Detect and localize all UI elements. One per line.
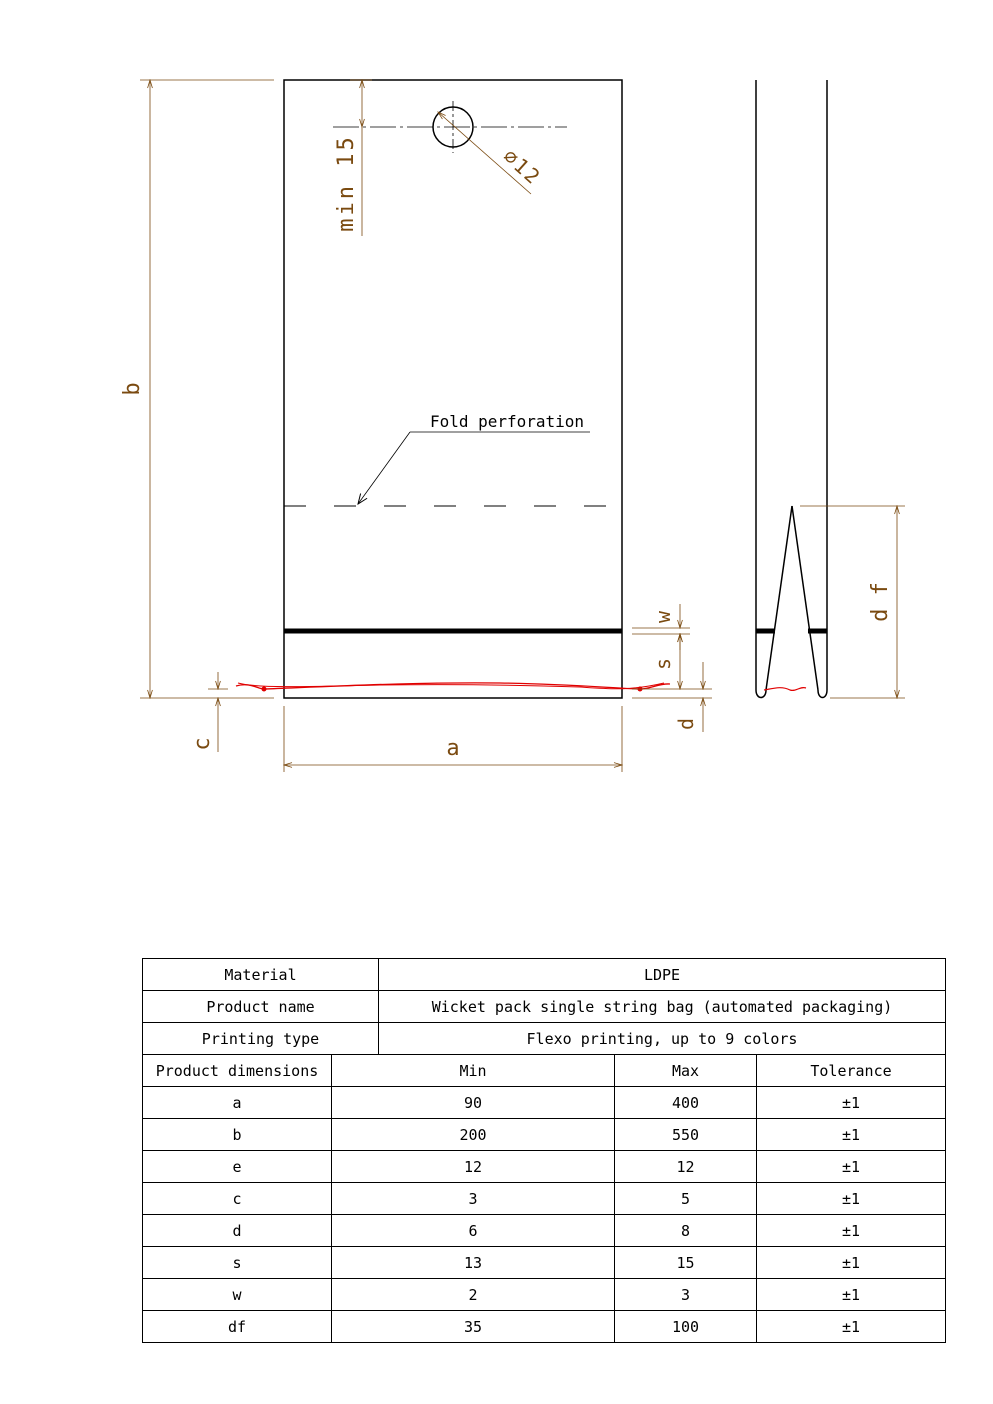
- dimension-row: [143, 1215, 946, 1247]
- side-fold-left: [766, 506, 792, 690]
- dimension-min: 2: [332, 1279, 615, 1311]
- header-min: Min: [332, 1055, 615, 1087]
- fold-note-leader: [358, 432, 410, 504]
- dimension-tolerance: ±1: [757, 1215, 946, 1247]
- fold-note: [358, 412, 590, 504]
- header-tolerance: Tolerance: [757, 1055, 946, 1087]
- dimension-max: 550: [615, 1119, 757, 1151]
- material-value: LDPE: [379, 959, 946, 991]
- side-view-bottom-left: [756, 690, 766, 698]
- product-name-value: Wicket pack single string bag (automated packaging): [379, 991, 946, 1023]
- spec-row-printing-type: [143, 1023, 946, 1055]
- side-fold-right: [792, 506, 818, 690]
- dimension-row: [143, 1151, 946, 1183]
- printing-type-label: Printing type: [143, 1023, 379, 1055]
- dim-label-diameter: ⌀12: [498, 143, 547, 190]
- bag-side-view: [756, 80, 827, 698]
- dimension-header-row: [143, 1055, 946, 1087]
- dimension-row: [143, 1119, 946, 1151]
- dimension-tolerance: ±1: [757, 1119, 946, 1151]
- header-dimension: Product dimensions: [143, 1055, 332, 1087]
- dimension-max: 3: [615, 1279, 757, 1311]
- side-drawstring: [764, 688, 806, 691]
- dimension-max: 8: [615, 1215, 757, 1247]
- product-name-label: Product name: [143, 991, 379, 1023]
- dimension-row: [143, 1279, 946, 1311]
- spec-row-material: [143, 959, 946, 991]
- dimension-min: 35: [332, 1311, 615, 1343]
- dimension-name: e: [143, 1151, 332, 1183]
- dimension-name: df: [143, 1311, 332, 1343]
- bag-front-view: [236, 80, 670, 698]
- dim-label-w: w: [651, 610, 675, 624]
- dimension-row: [143, 1247, 946, 1279]
- material-label: Material: [143, 959, 379, 991]
- dim-label-s: s: [651, 657, 675, 671]
- dim-label-a: a: [446, 736, 460, 761]
- string-knot-left: [262, 687, 267, 692]
- spec-row-product-name: [143, 991, 946, 1023]
- fold-note-text: Fold perforation: [429, 412, 585, 431]
- dimension-max: 15: [615, 1247, 757, 1279]
- dimension-tolerance: ±1: [757, 1279, 946, 1311]
- dimension-name: w: [143, 1279, 332, 1311]
- dimension-max: 12: [615, 1151, 757, 1183]
- printing-type-value: Flexo printing, up to 9 colors: [379, 1023, 946, 1055]
- dimension-min: 3: [332, 1183, 615, 1215]
- dimension-name: d: [143, 1215, 332, 1247]
- dimension-max: 400: [615, 1087, 757, 1119]
- dimension-min: 90: [332, 1087, 615, 1119]
- dimension-tolerance: ±1: [757, 1151, 946, 1183]
- dimension-row: [143, 1087, 946, 1119]
- dimension-name: c: [143, 1183, 332, 1215]
- dimension-max: 5: [615, 1183, 757, 1215]
- dimension-name: a: [143, 1087, 332, 1119]
- dimension-tolerance: ±1: [757, 1311, 946, 1343]
- dimension-tolerance: ±1: [757, 1183, 946, 1215]
- dimension-tolerance: ±1: [757, 1087, 946, 1119]
- dim-label-b: b: [120, 382, 145, 396]
- dimension-name: b: [143, 1119, 332, 1151]
- spec-table: [142, 958, 946, 1343]
- dimension-row: [143, 1311, 946, 1343]
- dim-label-d: d: [674, 717, 698, 731]
- dimension-min: 13: [332, 1247, 615, 1279]
- dimension-min: 200: [332, 1119, 615, 1151]
- dimension-min: 12: [332, 1151, 615, 1183]
- header-max: Max: [615, 1055, 757, 1087]
- dim-label-c: c: [190, 737, 215, 751]
- dim-label-min15: min 15: [334, 134, 359, 232]
- dim-label-df: d f: [868, 582, 893, 622]
- dimension-row: [143, 1183, 946, 1215]
- dimension-min: 6: [332, 1215, 615, 1247]
- dimension-name: s: [143, 1247, 332, 1279]
- dimension-max: 100: [615, 1311, 757, 1343]
- side-view-bottom-right: [818, 690, 827, 698]
- dimension-tolerance: ±1: [757, 1247, 946, 1279]
